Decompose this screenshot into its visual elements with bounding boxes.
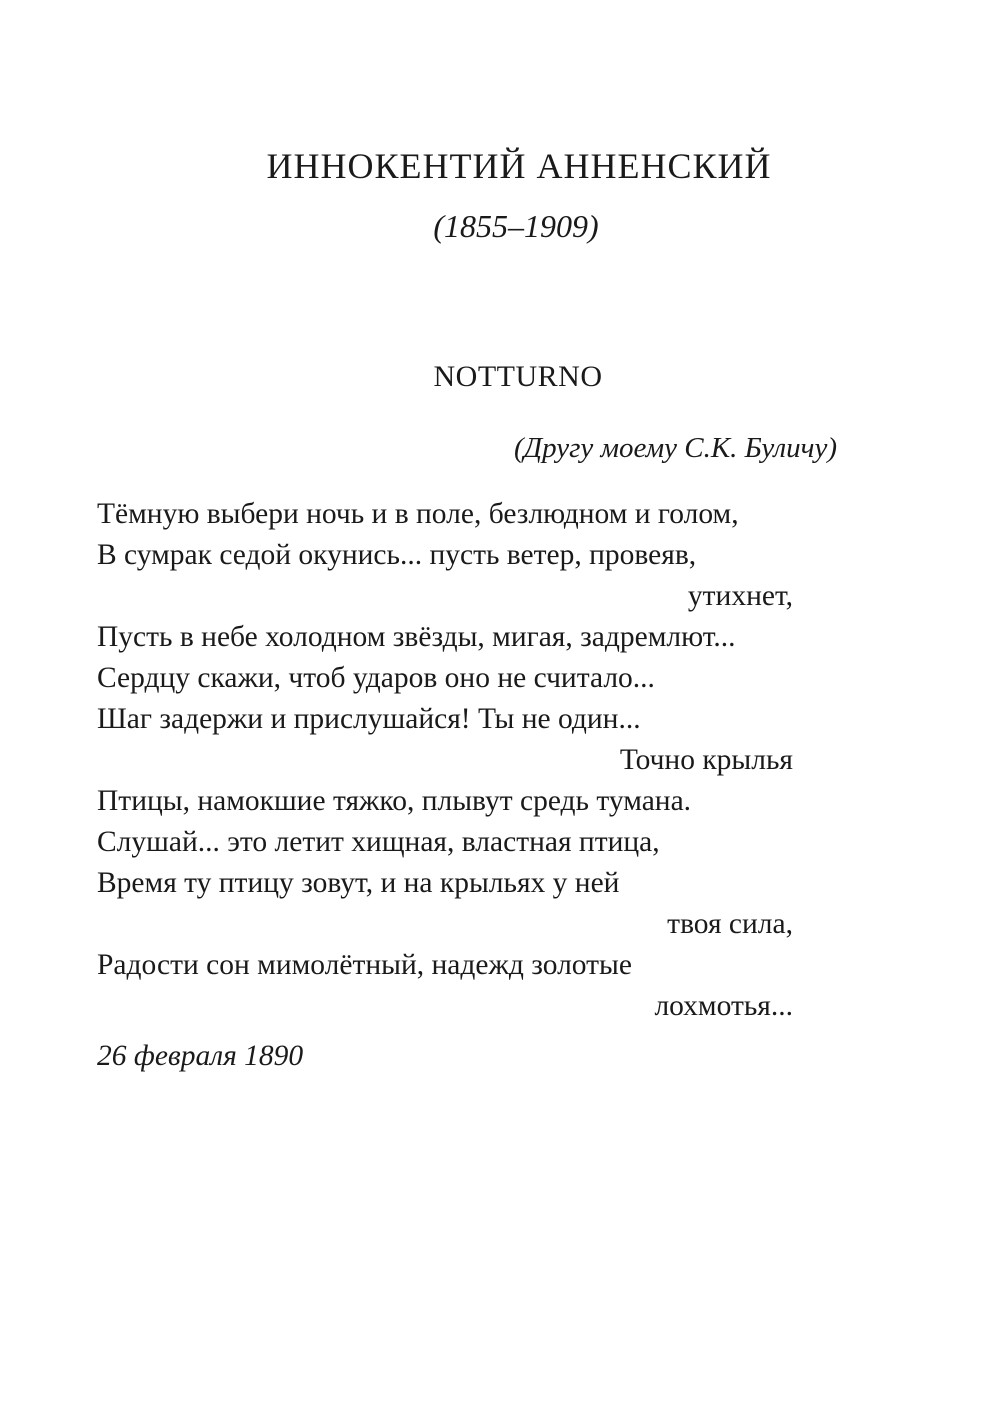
poem-line: Птицы, намокшие тяжко, плывут средь тумана. bbox=[97, 785, 692, 817]
poem-line: В сумрак седой окунись... пусть ветер, провеяв, bbox=[97, 539, 697, 571]
poem-line-continuation: лохмотья... bbox=[654, 990, 793, 1022]
poem-line-continuation: твоя сила, bbox=[667, 908, 793, 940]
author-years: (1855–1909) bbox=[433, 208, 599, 244]
poem-line: Время ту птицу зовут, и на крыльях у ней bbox=[97, 867, 620, 899]
poem-line: Тёмную выбери ночь и в поле, безлюдном и голом, bbox=[97, 498, 739, 530]
poem-line-continuation: Точно крылья bbox=[619, 744, 793, 776]
poem-line: Шаг задержи и прислушайся! Ты не один... bbox=[97, 703, 641, 735]
poem-line: Радости сон мимолётный, надежд золотые bbox=[97, 949, 632, 981]
poem-dedication: (Другу моему С.К. Буличу) bbox=[513, 432, 837, 464]
author-name: ИННОКЕНТИЙ АННЕНСКИЙ bbox=[266, 146, 772, 186]
poem-line: Слушай... это летит хищная, властная птица, bbox=[97, 826, 660, 858]
poem-line: Пусть в небе холодном звёзды, мигая, задремлют... bbox=[97, 621, 736, 653]
poem-line-continuation: утихнет, bbox=[687, 580, 793, 612]
poem-line: Сердцу скажи, чтоб ударов оно не считало... bbox=[97, 662, 655, 694]
poem-body bbox=[97, 494, 837, 1027]
poem-date: 26 февраля 1890 bbox=[97, 1040, 304, 1072]
poem-title: NOTTURNO bbox=[433, 360, 603, 393]
